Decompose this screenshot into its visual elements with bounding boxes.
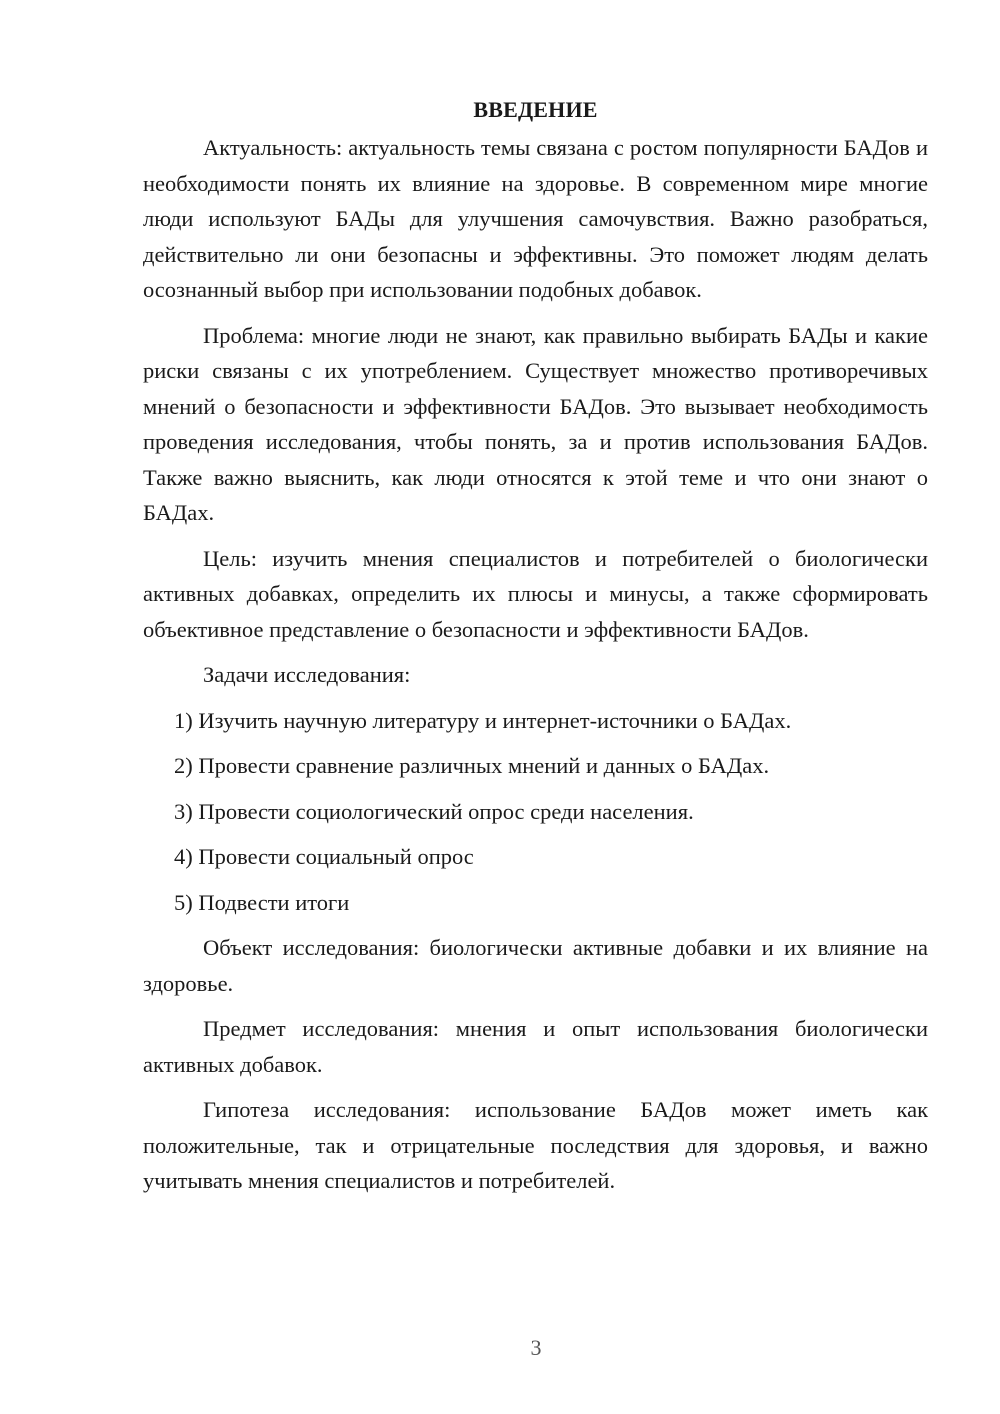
- task-item-1: 1) Изучить научную литературу и интернет-источники о БАДах.: [174, 707, 792, 733]
- task-item-2: 2) Провести сравнение различных мнений и данных о БАДах.: [174, 753, 770, 778]
- task-item-4: 4) Провести социальный опрос: [174, 844, 474, 869]
- task-item-5: 5) Подвести итоги: [174, 889, 350, 915]
- goal-paragraph: Цель: изучить мнения специалистов и потребителей о биологически активных добавках, определить их плюсы и минусы, а также сформировать объективное представление о безопасности и эффективности БАДов.: [143, 545, 928, 642]
- task-item-3: 3) Провести социологический опрос среди населения.: [174, 798, 694, 824]
- tasks-title: Задачи исследования:: [203, 662, 411, 687]
- object-paragraph: Объект исследования: биологически активные добавки и их влияние на здоровье.: [143, 935, 928, 996]
- page-number: 3: [530, 1335, 542, 1360]
- tasks-list: [143, 703, 928, 921]
- page-body: [143, 92, 928, 1209]
- subject-paragraph: Предмет исследования: мнения и опыт использования биологически активных добавок.: [143, 1016, 928, 1077]
- problem-paragraph: Проблема: многие люди не знают, как правильно выбирать БАДы и какие риски связаны с их употреблением. Существует множество противоречивых мнений о безопасности и эффективности БАДов. Это вызывает необходимость проведения исследования, чтобы понять, за и против использования БАДов. Также важно выяснить, как люди относятся к этой теме и что они знают о БАДах.: [143, 322, 928, 525]
- relevance-paragraph: Актуальность: актуальность темы связана с ростом популярности БАДов и необходимости понять их влияние на здоровье. В современном мире многие люди используют БАДы для улучшения самочувствия. Важно разобраться, действительно ли они безопасны и эффективны. Это поможет людям делать осознанный выбор при использовании подобных добавок.: [143, 135, 928, 302]
- hypothesis-paragraph: Гипотеза исследования: использование БАДов может иметь как положительные, так и отрицательные последствия для здоровья, и важно учитывать мнения специалистов и потребителей.: [143, 1097, 928, 1193]
- page-title: ВВЕДЕНИЕ: [473, 97, 598, 122]
